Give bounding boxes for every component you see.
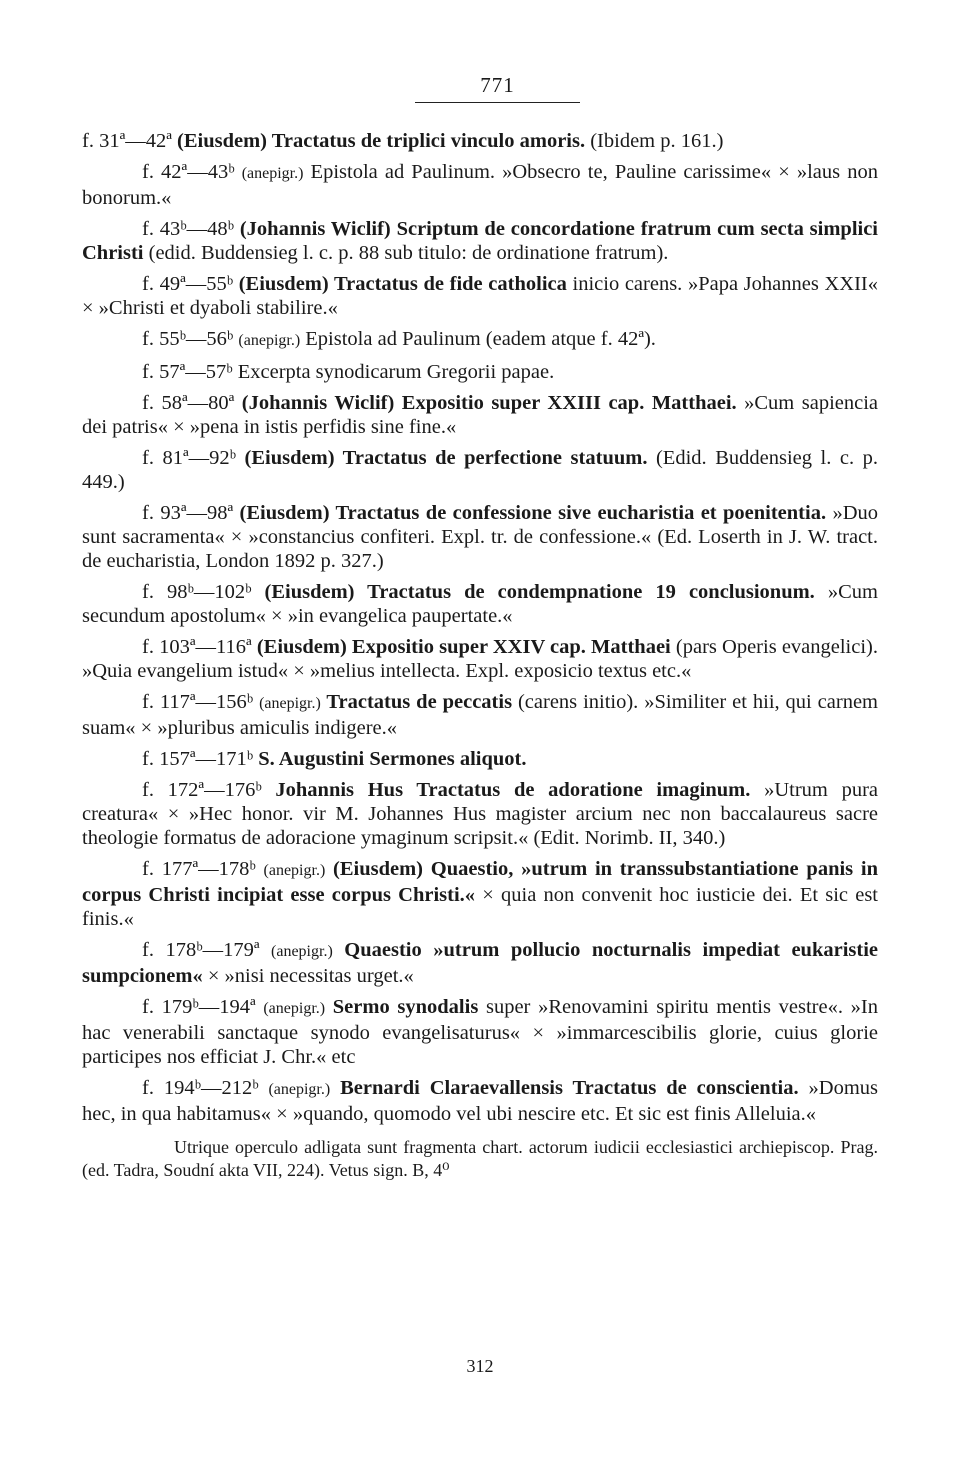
footnote-paragraph: Utrique operculo adligata sunt fragmenta chart. actorum iudicii ecclesiastici archiepiscop. Prag. (ed. Tadra, Soudní akta VII, 224). Vetus sign. B, 4⁰ — [82, 1137, 878, 1180]
entry: f. 103ª—116ª (Eiusdem) Expositio super XXIV cap. Matthaei (pars Operis evangelici). »Quia evangelium istud« × »melius intellecta. Expl. exposicio textus etc.« — [82, 636, 879, 682]
entry: f. 179ᵇ—194ª (anepigr.) Sermo synodalis super »Renovamini spiritu mentis vestre«. »In hac venerabili sanctaque synodo evangelisaturus« × »immarcescibilis glorie, cuius glorie participes nos efficiat J. Chr.« etc — [82, 996, 878, 1068]
entry: f. 55ᵇ—56ᵇ (anepigr.) Epistola ad Paulinum (eadem atque f. 42ª). — [142, 328, 656, 350]
entry: f. 49ª—55ᵇ (Eiusdem) Tractatus de fide catholica inicio carens. »Papa Johannes XXII« × »Christi et dyaboli stabilire.« — [82, 273, 878, 319]
entry: f. 58ª—80ª (Johannis Wiclif) Expositio super XXIII cap. Matthaei. »Cum sapiencia dei patris« × »pena in istis perfidis sine fine.« — [82, 392, 879, 438]
page-number-bottom: 312 — [466, 1356, 494, 1376]
entry: f. 93ª—98ª (Eiusdem) Tractatus de confessione sive eucharistia et poenitentia. »Duo sunt sacramenta« × »constancius confiteri. Expl. tr. de confessione.« (Ed. Loserth in J. W. tract. de eucharistia, London 1892 p. 327.) — [82, 502, 879, 572]
entry: f. 98ᵇ—102ᵇ (Eiusdem) Tractatus de condempnatione 19 conclusionum. »Cum secundum apostolum« × »in evangelica paupertate.« — [82, 581, 878, 627]
entry: f. 177ª—178ᵇ (anepigr.) (Eiusdem) Quaestio, »utrum in transsubstantiatione panis in corpus Christi incipiat esse corpus Christi.« × quia non convenit hoc iusticie dei. Et sic est finis.« — [82, 858, 879, 930]
entry: f. 194ᵇ—212ᵇ (anepigr.) Bernardi Claraevallensis Tractatus de conscientia. »Domus hec, in qua habitamus« × »quando, quomodo vel ubi nescire etc. Et sic est finis Alleluia.« — [82, 1077, 878, 1125]
entry: f. 81ª—92ᵇ (Eiusdem) Tractatus de perfectione statuum. (Edid. Buddensieg l. c. p. 449.) — [82, 447, 878, 493]
catalog-text — [82, 129, 878, 1200]
entry: f. 57ª—57ᵇ Excerpta synodicarum Gregorii papae. — [142, 361, 555, 383]
entry: f. 42ª—43ᵇ (anepigr.) Epistola ad Paulinum. »Obsecro te, Pauline carissime« × »laus non bonorum.« — [82, 161, 878, 209]
entry: f. 43ᵇ—48ᵇ (Johannis Wiclif) Scriptum de concordatione fratrum cum secta simplici Christi (edid. Buddensieg l. c. p. 88 sub titulo: de ordinatione fratrum). — [82, 218, 878, 264]
entry: f. 172ª—176ᵇ Johannis Hus Tractatus de adoratione imaginum. »Utrum pura creatura« × »Hec honor. vir M. Johannes Hus magister arcium nec non baccalaureus sacre theologie formatus de adoracione ymaginum scripsit.« (Edit. Norimb. II, 340.) — [82, 779, 879, 849]
entry: f. 157ª—171ᵇ S. Augustini Sermones aliquot. — [142, 748, 527, 770]
entry: f. 117ª—156ᵇ (anepigr.) Tractatus de peccatis (carens initio). »Similiter et hii, qui carnem suam« × »pluribus amiculis indigere.« — [82, 691, 878, 739]
entry: f. 178ᵇ—179ª (anepigr.) Quaestio »utrum pollucio nocturnalis impediat eukaristie sumpcionem« × »nisi necessitas urget.« — [82, 939, 878, 987]
page-number-top: 771 — [415, 73, 580, 103]
entry: f. 31ª—42ª (Eiusdem) Tractatus de triplici vinculo amoris. (Ibidem p. 161.) — [82, 130, 724, 152]
